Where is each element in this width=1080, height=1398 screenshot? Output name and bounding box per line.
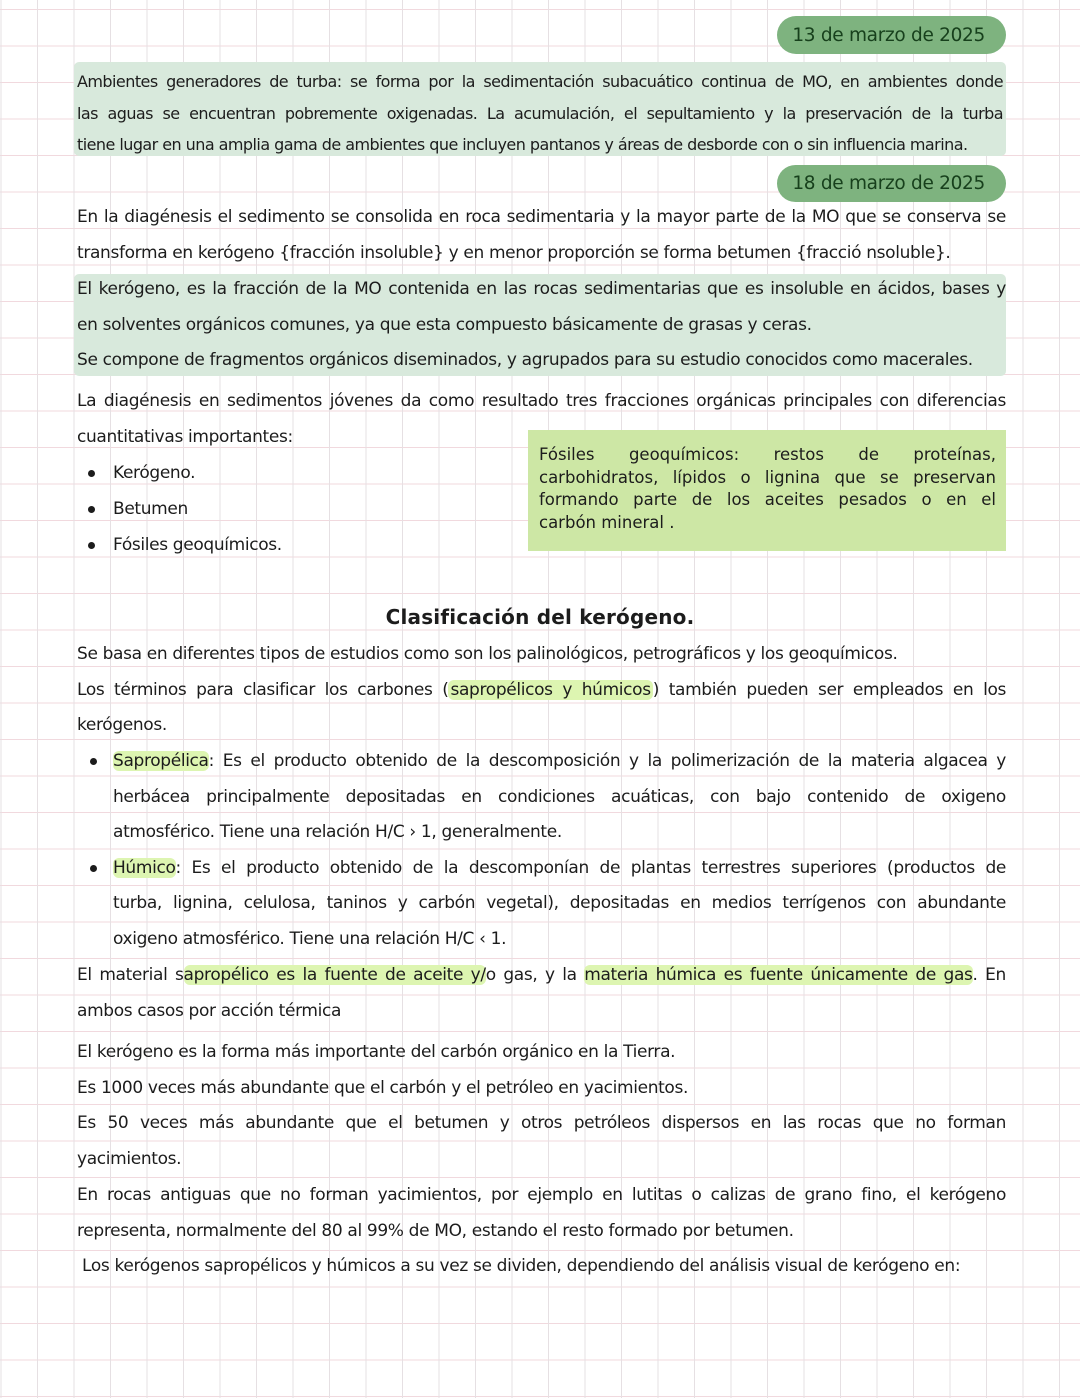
text-line: Los kerógenos sapropélicos y húmicos a su vez se dividen, dependiendo del análisis visual de kerógeno en: [77,1256,961,1277]
bullet-icon [90,758,97,765]
date-badge-1 [777,16,1006,54]
text-line: atmosférico. Tiene una relación H/C › 1, generalmente. [113,822,562,842]
text-line: Es 50 veces más abundante que el betumen y otros petróleos dispersos en las rocas que no forman [77,1113,1006,1134]
text-segment: Los términos para clasificar los carbones ( [77,679,449,700]
fossils-note-box [528,430,1006,551]
text-line: tiene lugar en una amplia gama de ambientes que incluyen pantanos y áreas de desborde con o sin influencia marina. [77,135,968,154]
date-badge-2 [777,165,1006,202]
text-line: En la diagénesis el sedimento se consolida en roca sedimentaria y la mayor parte de la MO que se conserva se [77,207,1006,227]
text-line: ambos casos por acción térmica [77,1000,342,1021]
kerogen-definition [77,272,1006,379]
text-line: representa, normalmente del 80 al 99% de MO, estando el resto formado por betumen. [77,1220,794,1241]
text-line: Fósiles geoquímicos: restos de proteínas, [539,445,996,464]
highlighted-text: materia húmica es fuente únicamente de gas [584,965,973,985]
list-item [88,527,388,563]
text-line [77,958,1006,994]
text-line [113,744,1006,780]
bullet-icon [88,470,95,477]
kerogen-types-list [88,744,1006,957]
text-line: El kerógeno, es la fracción de la MO contenida en las rocas sedimentarias que es insoluble en ácidos, bases y [77,279,1006,299]
diagenesis-paragraph [77,200,1006,271]
text-line: oxigeno atmosférico. Tiene una relación H/C ‹ 1. [113,928,507,949]
highlighted-term: Húmico [113,857,176,878]
text-line: carbohidratos, lípidos o lignina que se preservan [539,467,996,487]
text-line: turba, lignina, celulosa, taninos y carbón vegetal), depositadas en medios terrígenos con abundante [113,893,1006,913]
text-line: Se basa en diferentes tipos de estudios como son los palinológicos, petrográficos y los geoquímicos. [77,644,898,664]
text-line [77,673,1006,709]
text-line: Se compone de fragmentos orgánicos diseminados, y agrupados para su estudio conocidos como macerales. [77,350,973,370]
bullet-icon [88,506,95,513]
section-title: Clasificación del kerógeno. [385,605,695,629]
text-segment: o gas, y la [485,965,585,985]
bullet-icon [88,542,95,549]
date-text: 13 de marzo de 2025 [792,24,985,46]
text-line: las aguas se encuentran pobremente oxigenadas. La acumulación, el sepultamiento y la preservación de la turba [77,103,1003,123]
text-line: formando parte de los aceites pesados o en el [539,490,996,509]
list-item-label: Betumen [113,499,188,519]
text-segment: . En [972,965,1006,985]
text-segment: Es el producto obtenido de la descomponían de plantas terrestres superiores (productos de [180,857,1006,878]
text-line: yacimientos. [77,1149,182,1170]
kerogen-facts [77,1035,1006,1285]
text-line: Es 1000 veces más abundante que el carbón y el petróleo en yacimientos. [77,1077,689,1098]
text-line: La diagénesis en sedimentos jóvenes da como resultado tres fracciones orgánicas principales con diferencias [77,391,1006,411]
list-item-sapropelica [88,744,1006,851]
text-segment: : [208,751,215,771]
text-line: herbácea principalmente depositadas en condiciones acuáticas, con bajo contenido de oxigeno [113,786,1006,807]
highlighted-text: sapropélicos y húmicos [450,679,651,700]
date-text: 18 de marzo de 2025 [792,173,985,194]
text-line: Ambientes generadores de turba: se forma por la sedimentación subacuático continua de MO, en ambientes donde [77,72,1003,91]
highlighted-text: apropélico es la fuente de aceite y/ [183,965,486,985]
highlighted-term: Sapropélica [113,751,209,771]
fossils-note-text [539,444,996,534]
list-item-label: Kerógeno. [113,463,196,483]
list-item-humico [88,851,1006,958]
text-segment: El material s [77,965,184,985]
text-line: carbón mineral . [539,512,675,532]
text-line [113,851,1006,887]
text-segment: : [175,857,181,878]
text-line: kerógenos. [77,715,167,735]
text-line: en solventes orgánicos comunes, ya que esta compuesto básicamente de grasas y ceras. [77,314,812,335]
text-line: En rocas antiguas que no forman yacimientos, por ejemplo en lutitas o calizas de grano fino, el kerógeno [77,1184,1006,1205]
text-segment: Es el producto obtenido de la descomposición y la polimerización de la materia algacea y [214,751,1006,771]
list-item-label: Fósiles geoquímicos. [113,535,282,555]
list-item [88,455,388,491]
text-segment: ) también pueden ser empleados en los [652,679,1007,700]
text-line: cuantitativas importantes: [77,426,293,447]
text-line: transforma en kerógeno {fracción insoluble} y en menor proporción se forma betumen {fracció nsoluble}. [77,242,951,263]
turba-paragraph [77,66,1003,161]
bullet-icon [90,865,97,872]
fractions-list [88,455,388,563]
text-line: El kerógeno es la forma más importante del carbón orgánico en la Tierra. [77,1042,676,1062]
sources-paragraph [77,958,1006,1029]
classification-paragraph [77,637,1006,744]
list-item [88,491,388,527]
